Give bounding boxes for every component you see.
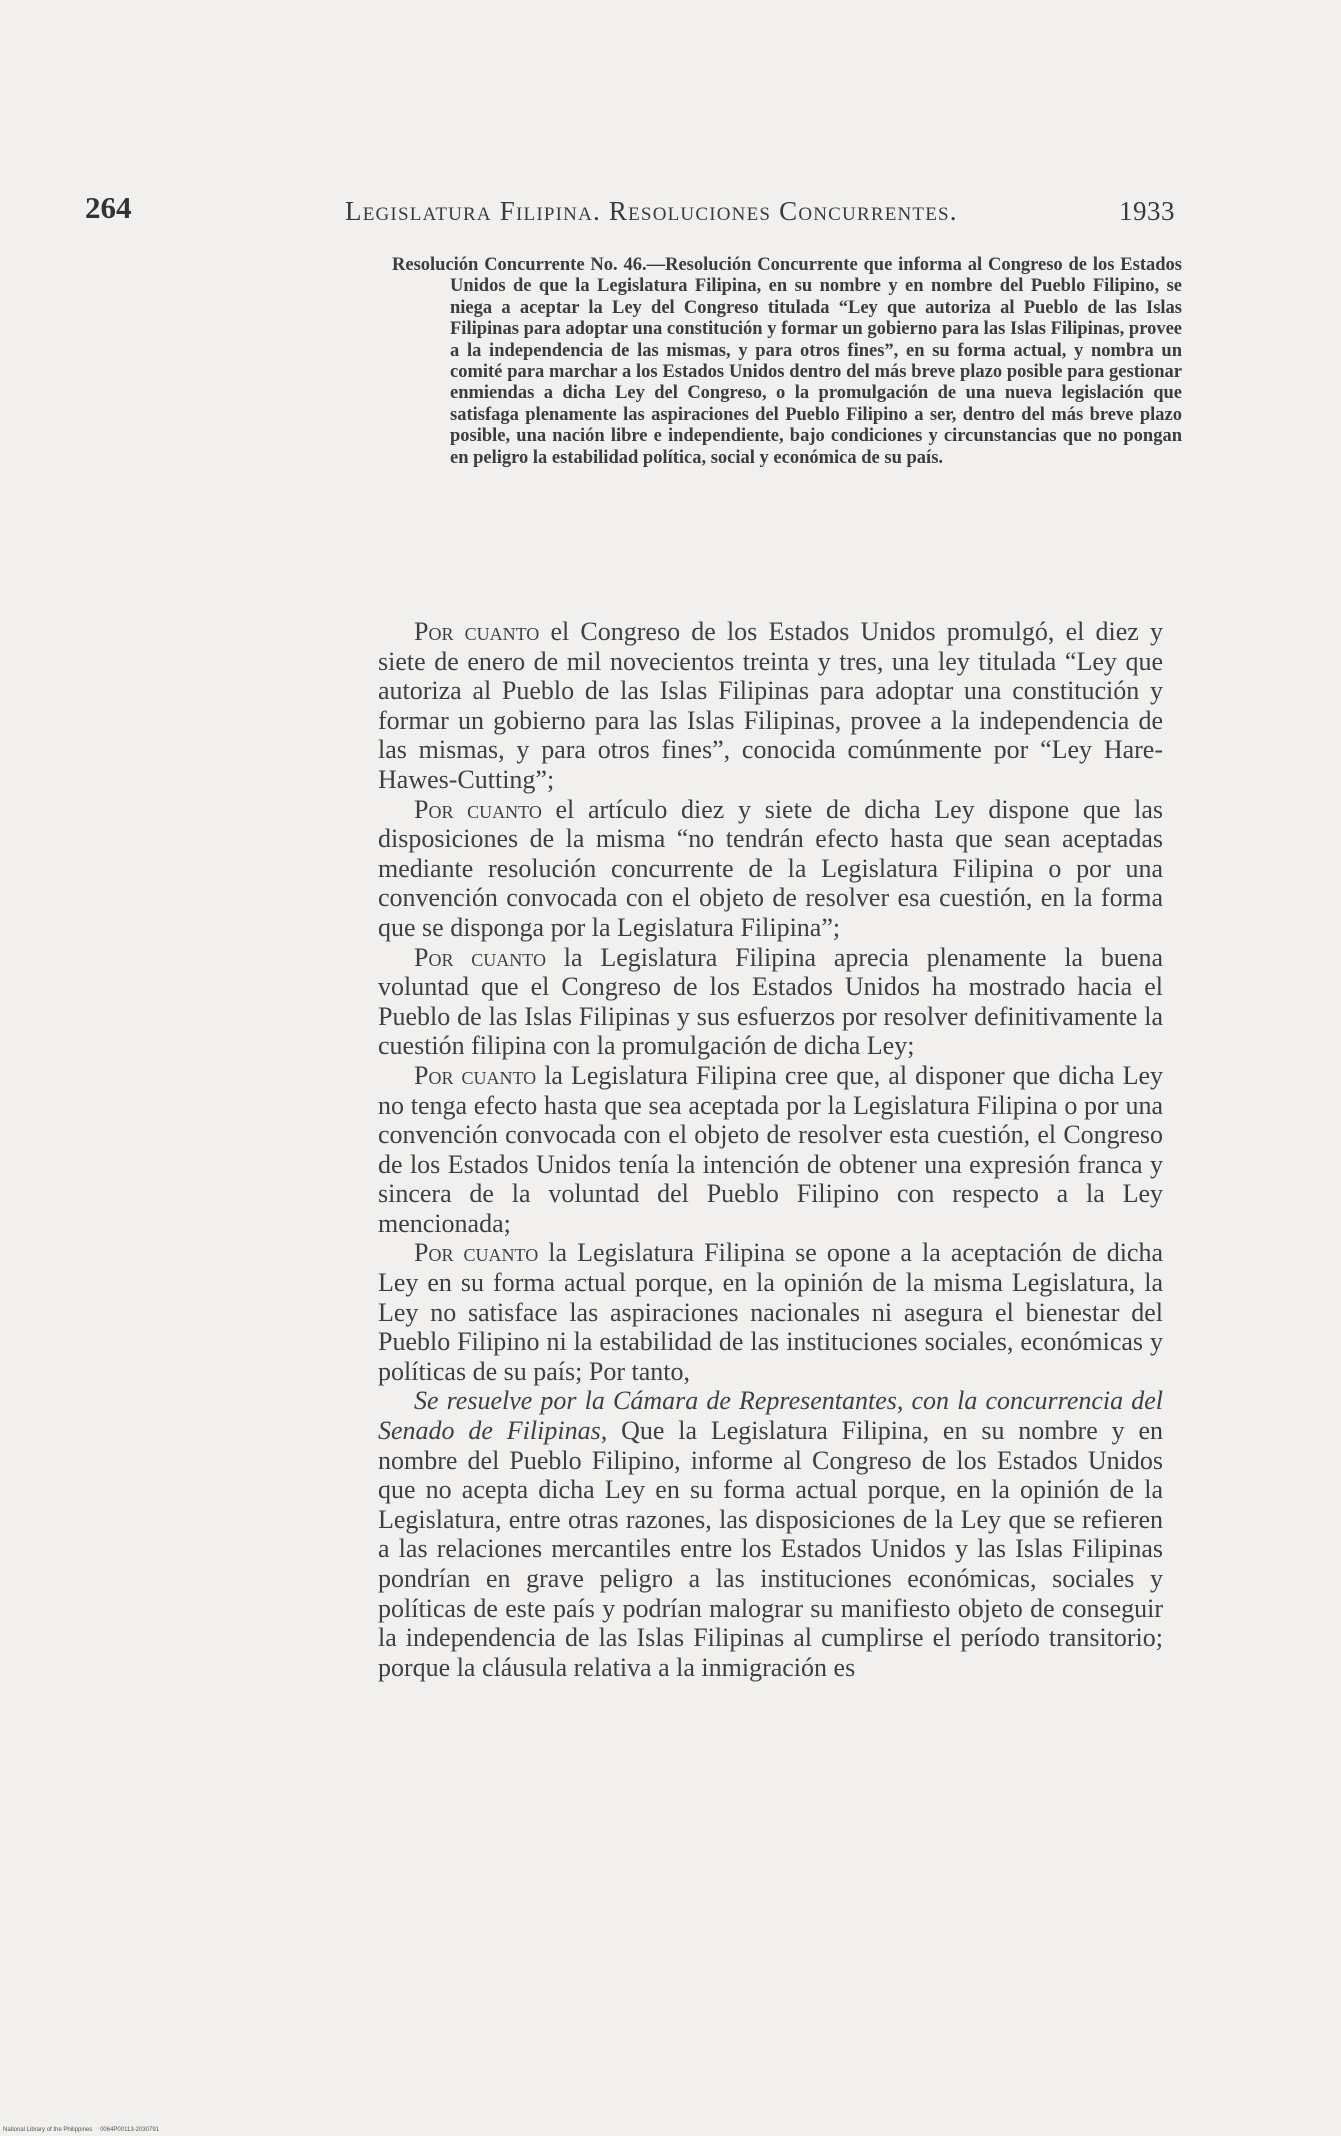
whereas-lead: Por cuanto [414,617,540,646]
whereas-paragraph-3 [378,943,1163,1061]
resolution-body [378,617,1163,1682]
summary-paragraph: Resolución Concurrente No. 46.—Resolución Concurrente que informa al Congreso de los Estados Unidos de que la Legislatura Filipina, en su nombre y en nombre del Pueblo Filipino, se niega a aceptar la Ley del Congreso titulada “Ley que autoriza al Pueblo de las Islas Filipinas para adoptar una constitución y formar un gobierno para las Islas Filipinas, provee a la independencia de las mismas, y para otros fines”, en su forma actual, y nombra un comité para marchar a los Estados Unidos dentro del más breve plazo posible para gestionar enmiendas a dicha Ley del Congreso, o la promulgación de una nueva legislación que satisfaga plenamente las aspiraciones del Pueblo Filipino a ser, dentro del más breve plazo posible, una nación libre e independiente, bajo condiciones y circunstancias que no pongan en peligro la estabilidad política, social y económica de su país. [392,255,1182,468]
running-head-year: 1933 [1119,196,1175,226]
resolve-lead: Se resuelve por la Cámara de Representantes, con la concurrencia del Senado de Filipinas, [378,1386,1163,1446]
whereas-text: el artículo diez y siete de dicha Ley dispone que las disposiciones de la misma “no tendrán efecto hasta que sean aceptadas mediante resolución concurrente de la Legislatura Filipina o por una convención convocada con el objeto de resolver esa cuestión, en la forma que se disponga por la Legislatura Filipina”; [378,794,1163,942]
whereas-text: el Congreso de los Estados Unidos promulgó, el diez y siete de enero de mil novecientos treinta y tres, una ley titulada “Ley que autoriza al Pueblo de las Islas Filipinas para adoptar una constitución y formar un gobierno para las Islas Filipinas, provee a la independencia de las mismas, y para otros fines”, conocida comúnmente por “Ley Hare-Hawes-Cutting”; [378,617,1163,794]
whereas-paragraph-5 [378,1238,1163,1386]
running-head [345,196,1175,227]
whereas-text: la Legislatura Filipina aprecia plenamente la buena voluntad que el Congreso de los Estados Unidos ha mostrado hacia el Pueblo de las Islas Filipinas y sus esfuerzos por resolver definitivamente la cuestión filipina con la promulgación de dicha Ley; [378,942,1163,1061]
whereas-paragraph-4 [378,1061,1163,1239]
page-number: 264 [85,190,132,225]
whereas-text: la Legislatura Filipina se opone a la aceptación de dicha Ley en su forma actual porque, en la opinión de la misma Legislatura, la Ley no satisface las aspiraciones nacionales ni asegura el bienestar del Pueblo Filipino ni la estabilidad de las instituciones sociales, económicas y políticas de su país; Por tanto, [378,1238,1164,1386]
scan-credit [3,2127,159,2133]
running-title: Legislatura Filipina. Resoluciones Concurrentes. [345,196,958,226]
whereas-lead: Por cuanto [414,1060,537,1090]
resolution-summary [392,255,1182,469]
whereas-text: la Legislatura Filipina cree que, al disponer que dicha Ley no tenga efecto hasta que sea aceptada por la Legislatura Filipina o por una convención convocada con el objeto de resolver esta cuestión, el Congreso de los Estados Unidos tenía la intención de obtener una expresión franca y sincera de la voluntad del Pueblo Filipino con respecto a la Ley mencionada; [378,1060,1163,1238]
whereas-paragraph-1 [378,617,1163,795]
whereas-lead: Por cuanto [414,942,546,972]
library-credit: National Library of the Philippines [3,2127,93,2133]
whereas-lead: Por cuanto [414,1238,539,1268]
scan-image-id: 0064P00113-2030791 [100,2127,160,2133]
whereas-lead: Por cuanto [414,794,542,824]
whereas-paragraph-2 [378,795,1163,943]
resolve-paragraph [378,1386,1163,1682]
resolve-text: Que la Legislatura Filipina, en su nombre y en nombre del Pueblo Filipino, informe al Congreso de los Estados Unidos que no acepta dicha Ley en su forma actual porque, en la opinión de la Legislatura, entre otras razones, las disposiciones de la Ley que se refieren a las relaciones mercantiles entre los Estados Unidos y las Islas Filipinas pondrían en grave peligro a las instituciones económicas, sociales y políticas de este país y podrían malograr su manifiesto objeto de conseguir la independencia de las Islas Filipinas al cumplirse el período transitorio; porque la cláusula relativa a la inmigración es [378,1416,1163,1682]
